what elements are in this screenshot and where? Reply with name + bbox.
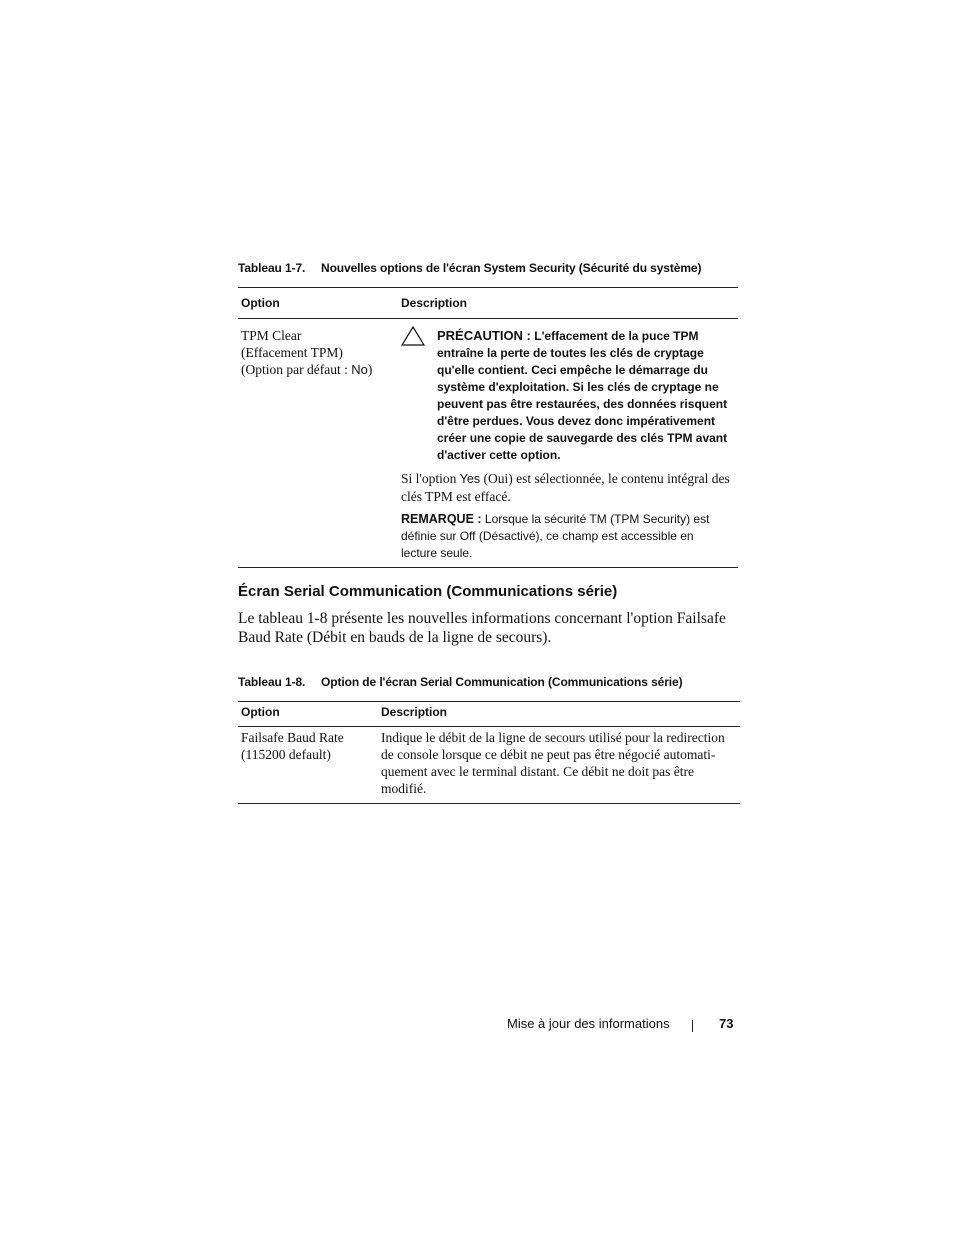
table1-header-option: Option — [241, 296, 280, 310]
table2-top-rule — [238, 701, 740, 702]
table2-caption-number: Tableau 1-8. — [238, 675, 306, 689]
note-term1: sécurité TM — [544, 512, 607, 526]
caution-text: L'effacement de la puce TPM entraîne la perte de toutes les clés de cryptage qu'elle contient. Ceci empêche le démarrage du système d'exploitation. Si les clés de cryptage ne peuvent pas être restaurées, des données risquent d'être perdues. Vous devez donc impérativement créer une copie de sauvegarde des clés TPM avant d'activer cette option. — [437, 329, 728, 462]
table2-header-option: Option — [241, 705, 280, 719]
note-part2: (TPM Security) est définie sur — [401, 512, 710, 543]
page-number: 73 — [719, 1016, 734, 1031]
table1-bottom-rule — [238, 567, 738, 568]
table2-header-rule — [238, 726, 740, 727]
table1-option-translation: (Effacement TPM) — [241, 345, 343, 360]
desc-suffix: (Oui) est sélectionnée, le contenu intégral des clés TPM est effacé. — [401, 471, 730, 504]
table2-caption — [238, 675, 683, 689]
section-paragraph: Le tableau 1-8 présente les nouvelles informations concernant l'option Failsafe Baud Rate (Débit en bauds de la ligne de secours). — [238, 610, 726, 646]
caution-block — [437, 327, 733, 464]
note-block — [401, 511, 731, 562]
table1-option-default — [241, 361, 391, 378]
default-prefix: (Option par défaut : — [241, 362, 352, 377]
table1-option-cell — [241, 327, 391, 378]
default-suffix: ) — [367, 362, 373, 377]
table2-bottom-rule — [238, 803, 740, 804]
footer-chapter: Mise à jour des informations — [507, 1016, 670, 1031]
desc-prefix: Si l'option — [401, 471, 460, 486]
table1-caption — [238, 261, 701, 275]
footer-separator — [692, 1020, 693, 1032]
table1-header-description: Description — [401, 296, 468, 310]
caution-label: PRÉCAUTION : — [437, 328, 531, 343]
note-label: REMARQUE : — [401, 512, 482, 526]
table1-option-name: TPM Clear — [241, 328, 302, 343]
default-value: No — [351, 362, 368, 377]
table2-option-name: Failsafe Baud Rate — [241, 730, 344, 745]
table2-header-description: Description — [381, 705, 448, 719]
table1-top-rule — [238, 287, 738, 288]
table2-caption-title: Option de l'écran Serial Communication (Communications série) — [321, 675, 683, 689]
table1-header-rule — [238, 318, 738, 319]
section-title: Écran Serial Communication (Communications série) — [238, 583, 618, 600]
note-term2: Off — [459, 529, 476, 543]
table1-caption-title: Nouvelles options de l'écran System Security (Sécurité du système) — [321, 261, 702, 275]
table2-option-cell — [241, 729, 376, 763]
table2-description: Indique le débit de la ligne de secours utilisé pour la redirection de console lorsque ce débit ne peut pas être négocié automati-quement avec le terminal distant. Ce débit ne doit pas être modifié. — [381, 730, 725, 796]
note-part3: (Désactivé), ce champ est accessible en lecture seule. — [401, 529, 694, 560]
table1-description-text — [401, 470, 733, 505]
table1-caption-number: Tableau 1-7. — [238, 261, 306, 275]
table2-option-default: (115200 default) — [241, 747, 331, 762]
note-part1: Lorsque la — [481, 512, 545, 526]
desc-value: Yes — [459, 472, 481, 486]
caution-triangle-icon — [401, 326, 425, 346]
